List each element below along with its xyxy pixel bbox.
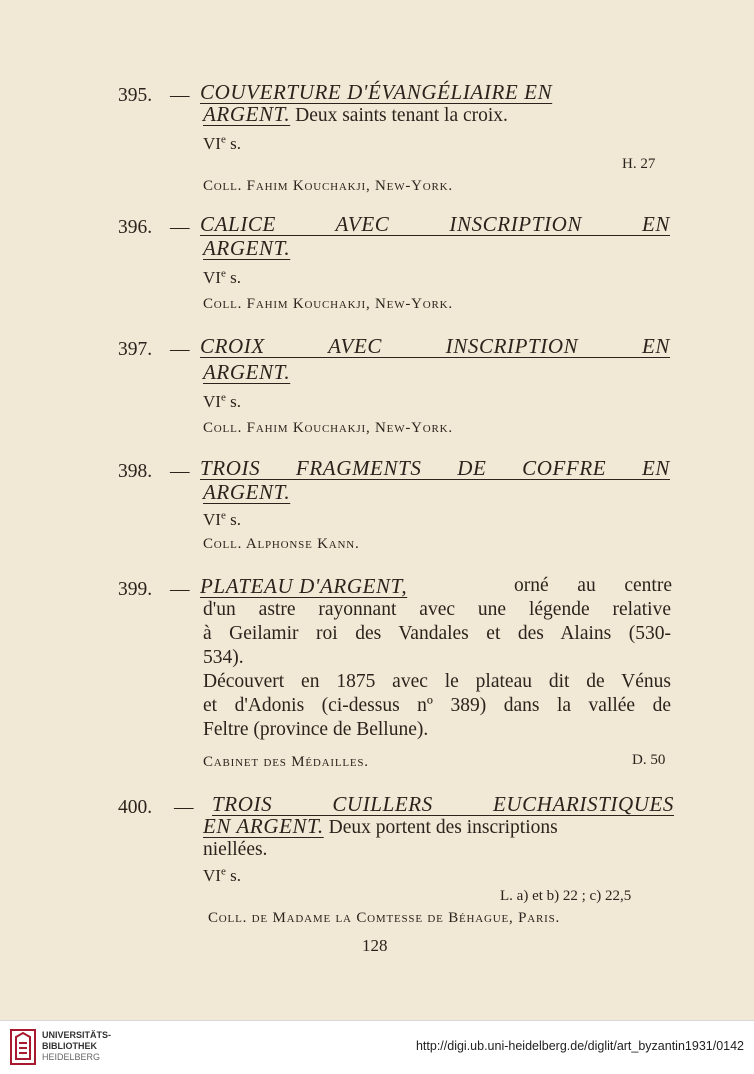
entry-dash: —: [170, 85, 190, 106]
entry-title: CALICE AVEC INSCRIPTION EN: [200, 212, 670, 236]
entry-title: TROIS CUILLERS EUCHARISTIQUES: [212, 792, 674, 816]
entry-century: VIe s.: [203, 391, 241, 411]
entry-dash: —: [170, 339, 190, 360]
entry-number: 396.: [118, 217, 153, 238]
entry-body-line: et d'Adonis (ci-dessus nº 389) dans la vallée de: [203, 695, 671, 716]
entry-title-line2: ARGENT.: [203, 236, 291, 260]
digitization-url-link[interactable]: http://digi.ub.uni-heidelberg.de/diglit/art_byzantin1931/0142: [415, 1039, 744, 1053]
entry-dimension: L. a) et b) 22 ; c) 22,5: [500, 888, 632, 904]
entry-title-line2: EN ARGENT.: [203, 814, 324, 838]
entry-title-line2: ARGENT.: [203, 480, 291, 504]
entry-body-line: 534).: [203, 647, 244, 668]
entry-dash: —: [170, 461, 190, 482]
entry-description: Deux portent des inscriptions: [328, 817, 558, 838]
entry-number: 399.: [118, 579, 153, 600]
entry-number: 397.: [118, 339, 153, 360]
entry-dash: —: [170, 579, 190, 600]
entry-title: PLATEAU D'ARGENT,: [200, 574, 408, 598]
entry-body-line: à Geilamir roi des Vandales et des Alains (530-: [203, 623, 671, 644]
footer-bar: [0, 1020, 754, 1074]
entry-collection: Coll. Fahim Kouchakji, New-York.: [203, 178, 453, 194]
entry-number: 400.: [118, 797, 153, 818]
entry-description: Deux saints tenant la croix.: [295, 105, 508, 126]
entry-description-cont: niellées.: [203, 839, 268, 860]
entry-collection: Coll. Fahim Kouchakji, New-York.: [203, 420, 453, 436]
entry-collection: Cabinet des Médailles.: [203, 754, 369, 770]
entry-body-line: Découvert en 1875 avec le plateau dit de Vénus: [203, 671, 671, 692]
entry-century: VIe s.: [203, 509, 241, 529]
entry-title: CROIX AVEC INSCRIPTION EN: [200, 334, 670, 358]
entry-century: VIe s.: [203, 865, 241, 885]
entry-collection: Coll. Fahim Kouchakji, New-York.: [203, 296, 453, 312]
entry-collection: Coll. Alphonse Kann.: [203, 536, 360, 552]
entry-title: COUVERTURE D'ÉVANGÉLIAIRE EN: [200, 80, 553, 104]
entry-title-line2: ARGENT.: [203, 102, 291, 126]
entry-dash: —: [170, 217, 190, 238]
entry-title-line2: ARGENT.: [203, 360, 291, 384]
entry-number: 395.: [118, 85, 153, 106]
entry-body-line: d'un astre rayonnant avec une légende relative: [203, 599, 671, 620]
entry-dimension: H. 27: [622, 156, 656, 172]
entry-body-line: Feltre (province de Bellune).: [203, 719, 429, 740]
entry-century: VIe s.: [203, 133, 241, 153]
entry-title-cont: [203, 102, 508, 128]
entry-description: orné au centre: [514, 575, 672, 596]
entry-collection: Coll. de Madame la Comtesse de Béhague, Paris.: [208, 910, 561, 926]
page-number: 128: [362, 936, 388, 955]
university-library-logo-icon[interactable]: [10, 1029, 36, 1065]
entry-century: VIe s.: [203, 267, 241, 287]
entry-number: 398.: [118, 461, 153, 482]
library-name[interactable]: UNIVERSITÄTS- BIBLIOTHEK HEIDELBERG: [42, 1030, 112, 1062]
entry-dimension: D. 50: [632, 752, 666, 768]
entry-title: TROIS FRAGMENTS DE COFFRE EN: [200, 456, 670, 480]
entry-dash: —: [174, 797, 194, 818]
entry-title-cont: [203, 814, 558, 840]
